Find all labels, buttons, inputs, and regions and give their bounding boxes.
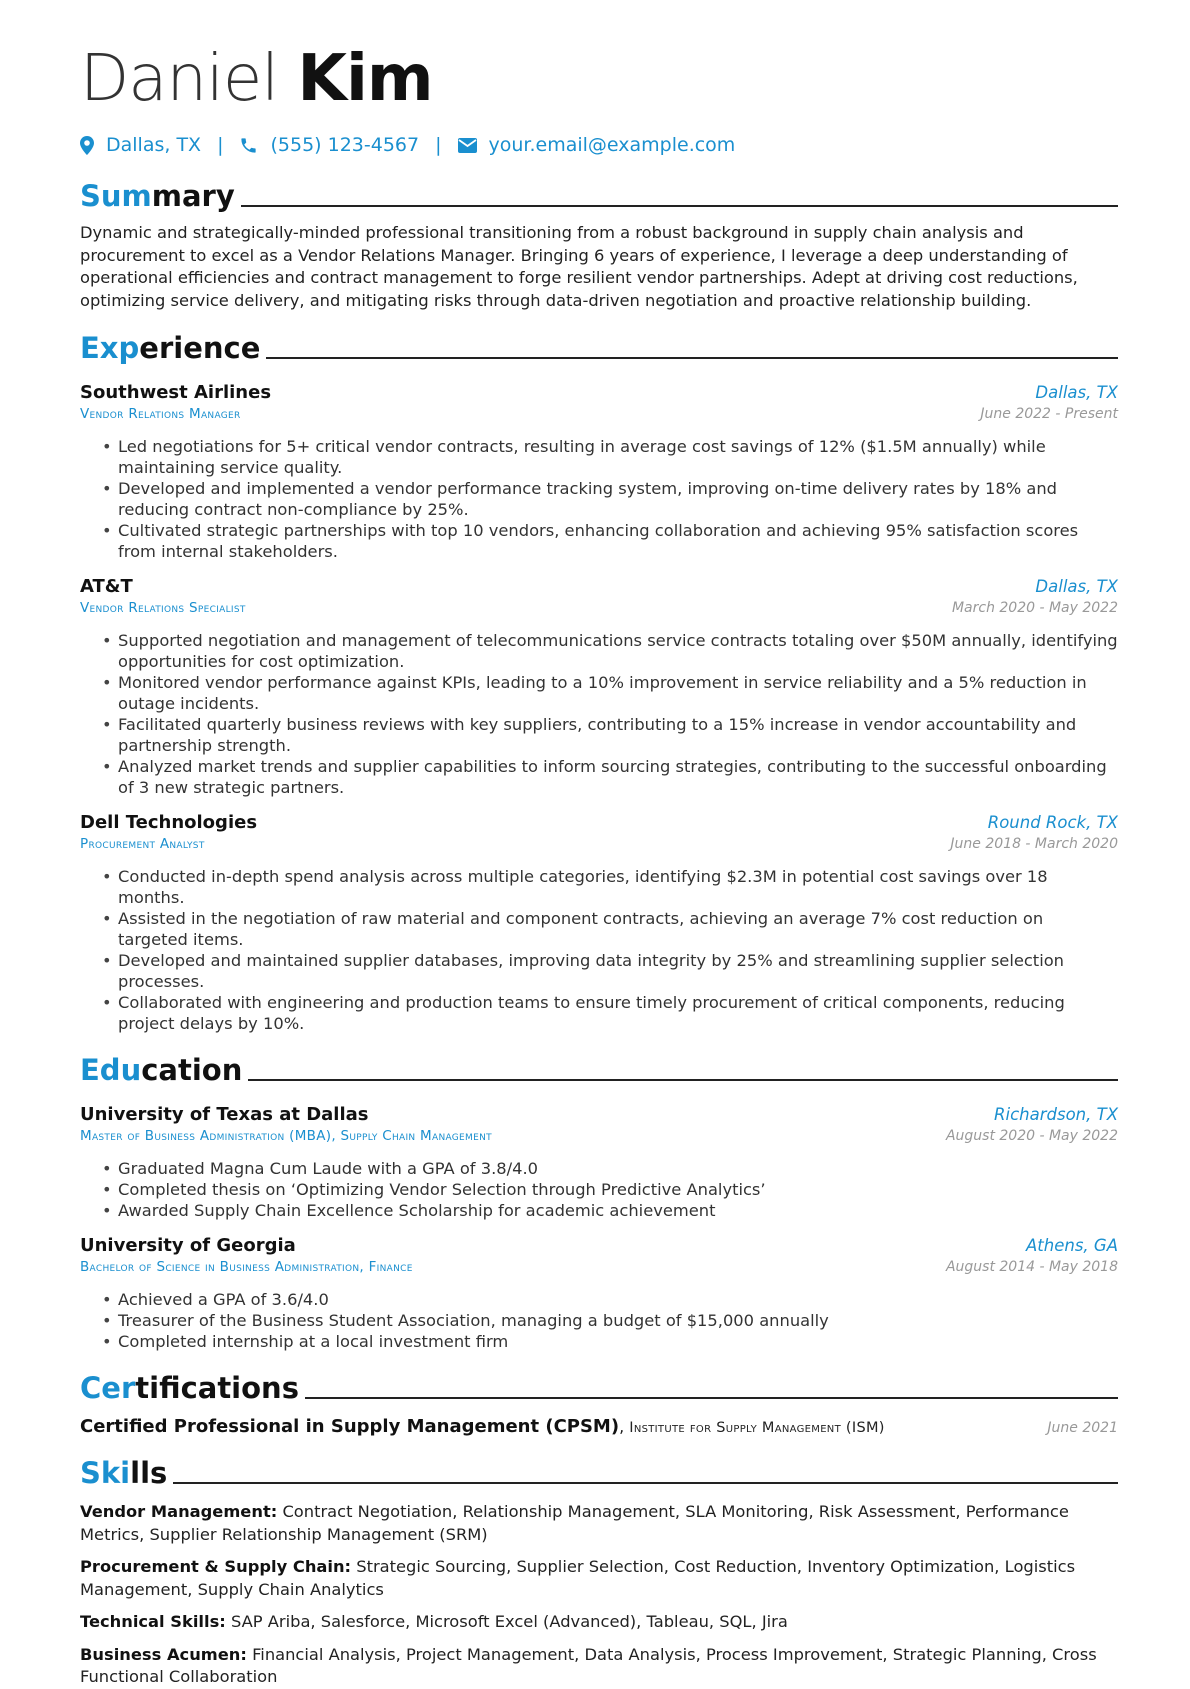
contact-bar (80, 130, 1118, 160)
phone-text: (555) 123-4567 (270, 134, 420, 156)
certification-date: June 2021 (1047, 1420, 1118, 1436)
section-rule (241, 205, 1118, 207)
summary-text: Dynamic and strategically-minded professional transitioning from a robust background in supply chain analysis and procurement to excel as a Vendor Relations Manager. Bringing 6 years of experience, I leverage a deep understanding of operational efficiencies and contract management to forge resilient vendor partnerships. Adept at driving cost reductions, optimizing service delivery, and mitigating risks through data-driven negotiation and proactive relationship building. (80, 223, 1078, 310)
location-text: Dallas, TX (106, 134, 202, 156)
last-name: Kim (297, 42, 433, 116)
certification-separator: , (619, 1417, 630, 1436)
certification-name: Certified Professional in Supply Management (CPSM) (80, 1416, 620, 1437)
bullet-list (80, 1289, 1118, 1352)
job-title: Procurement Analyst (80, 836, 205, 852)
certification-item (80, 1416, 1118, 1437)
job-title: Vendor Relations Manager (80, 406, 241, 422)
section-title: Skills (80, 1456, 168, 1490)
degree-title: Master of Business Administration (MBA), Supply Chain Management (80, 1128, 492, 1144)
school-location: Richardson, TX (994, 1105, 1118, 1124)
school-name: University of Georgia (80, 1235, 296, 1256)
bullet-list (80, 436, 1118, 562)
candidate-name (80, 0, 1118, 118)
list-item: • Conducted in-depth spend analysis across multiple categories, identifying $2.3M in potential cost savings over 18 months. (118, 866, 1118, 908)
skill-label: Procurement & Supply Chain: (80, 1557, 352, 1576)
section-rule (305, 1397, 1118, 1399)
list-item: • Achieved a GPA of 3.6/4.0 (118, 1289, 1118, 1310)
company-name: Southwest Airlines (80, 382, 272, 403)
job-location: Dallas, TX (1035, 383, 1118, 402)
experience-entry (80, 812, 1118, 1034)
skills-heading (80, 1451, 1118, 1491)
education-entry (80, 1104, 1118, 1221)
section-rule (173, 1482, 1118, 1484)
skill-group (80, 1501, 1118, 1546)
education-dates: August 2014 - May 2018 (945, 1259, 1118, 1275)
certifications-heading (80, 1366, 1118, 1406)
job-title: Vendor Relations Specialist (80, 600, 246, 616)
education-heading (80, 1048, 1118, 1088)
list-item: • Cultivated strategic partnerships with top 10 vendors, enhancing collaboration and achieving 95% satisfaction scores from internal stakeholders. (118, 520, 1118, 562)
section-rule (248, 1079, 1118, 1081)
list-item: • Completed thesis on ‘Optimizing Vendor Selection through Predictive Analytics’ (118, 1179, 1118, 1200)
section-title: Education (80, 1053, 243, 1087)
list-item: • Collaborated with engineering and production teams to ensure timely procurement of critical components, reducing project delays by 10%. (118, 992, 1118, 1034)
school-name: University of Texas at Dallas (80, 1104, 369, 1125)
skill-group (80, 1611, 1118, 1634)
school-location: Athens, GA (1026, 1236, 1118, 1255)
section-title: Experience (80, 331, 261, 365)
experience-entry (80, 576, 1118, 798)
list-item: • Developed and implemented a vendor performance tracking system, improving on-time delivery rates by 18% and reducing contract non-compliance by 25%. (118, 478, 1118, 520)
skill-label: Business Acumen: (80, 1644, 247, 1664)
experience-heading (80, 326, 1118, 366)
list-item: • Developed and maintained supplier databases, improving data integrity by 25% and streamlining supplier selection processes. (118, 950, 1118, 992)
first-name: Daniel (80, 42, 278, 116)
skill-label: Vendor Management: (80, 1502, 278, 1521)
list-item: • Facilitated quarterly business reviews with key suppliers, contributing to a 15% increase in vendor accountability and partnership strength. (118, 714, 1118, 756)
summary-heading (80, 174, 1118, 214)
bullet-list (80, 1158, 1118, 1221)
list-item: • Treasurer of the Business Student Association, managing a budget of $15,000 annually (118, 1310, 1118, 1331)
list-item: • Led negotiations for 5+ critical vendor contracts, resulting in average cost savings of 12% ($1.5M annually) while maintaining service quality. (118, 436, 1118, 478)
list-item: • Assisted in the negotiation of raw material and component contracts, achieving an average 7% cost reduction on targeted items. (118, 908, 1118, 950)
skill-items: SAP Ariba, Salesforce, Microsoft Excel (Advanced), Tableau, SQL, Jira (230, 1612, 788, 1631)
list-item: • Supported negotiation and management of telecommunications service contracts totaling over $50M annually, identifying opportunities for cost optimization. (118, 630, 1118, 672)
company-name: Dell Technologies (80, 812, 258, 833)
phone-icon (239, 136, 258, 155)
skill-group (80, 1556, 1118, 1601)
contact-email[interactable] (458, 134, 736, 156)
contact-location (80, 134, 201, 156)
degree-title: Bachelor of Science in Business Administration, Finance (80, 1259, 413, 1275)
list-item: • Awarded Supply Chain Excellence Scholarship for academic achievement (118, 1200, 1118, 1221)
contact-phone[interactable] (239, 134, 419, 156)
bullet-list (80, 630, 1118, 798)
certification-org: Institute for Supply Management (ISM) (629, 1420, 885, 1436)
experience-entry (80, 382, 1118, 562)
map-pin-icon (80, 136, 94, 155)
list-item: • Monitored vendor performance against KPIs, leading to a 10% improvement in service reliability and a 5% reduction in outage incidents. (118, 672, 1118, 714)
job-dates: June 2018 - March 2020 (950, 836, 1118, 852)
job-dates: June 2022 - Present (980, 406, 1118, 422)
list-item: • Analyzed market trends and supplier capabilities to inform sourcing strategies, contributing to the successful onboarding of 3 new strategic partners. (118, 756, 1118, 798)
job-location: Round Rock, TX (987, 813, 1118, 832)
skill-items: Contract Negotiation, Relationship Management, SLA Monitoring, Risk Assessment, Performance Metrics, Supplier Relationship Management (SRM) (80, 1502, 1069, 1544)
envelope-icon (458, 138, 477, 153)
education-entry (80, 1235, 1118, 1352)
job-location: Dallas, TX (1035, 577, 1118, 596)
contact-separator: | (217, 134, 224, 156)
list-item: • Graduated Magna Cum Laude with a GPA of 3.8/4.0 (118, 1158, 1118, 1179)
email-text: your.email@example.com (488, 134, 736, 156)
education-dates: August 2020 - May 2022 (945, 1128, 1118, 1144)
skill-group (80, 1644, 1118, 1689)
skill-label: Technical Skills: (80, 1612, 226, 1631)
company-name: AT&T (80, 576, 133, 597)
section-title: Summary (80, 179, 235, 213)
job-dates: March 2020 - May 2022 (951, 600, 1118, 616)
skill-items: Strategic Sourcing, Supplier Selection, Cost Reduction, Inventory Optimization, Logistics Management, Supply Chain Analytics (80, 1557, 1076, 1599)
section-title: Certifications (80, 1371, 299, 1405)
section-rule (266, 357, 1118, 359)
skill-items: Financial Analysis, Project Management, Data Analysis, Process Improvement, Strategic Planning, Cross Functional Collaboration (80, 1644, 1097, 1686)
contact-separator: | (435, 134, 442, 156)
bullet-list (80, 866, 1118, 1034)
list-item: • Completed internship at a local investment firm (118, 1331, 1118, 1352)
